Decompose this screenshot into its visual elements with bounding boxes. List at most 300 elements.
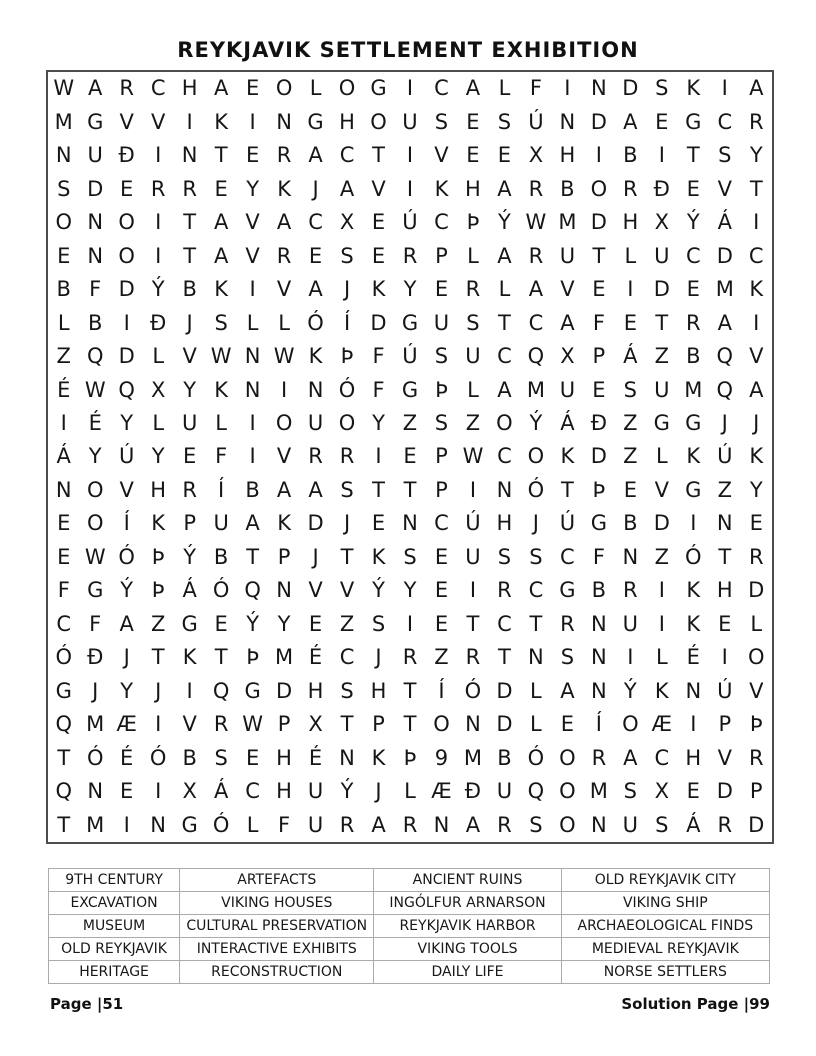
grid-cell: O [527,444,545,469]
grid-cell: I [753,310,760,335]
grid-cell: N [591,678,607,703]
grid-cell: V [182,712,197,737]
grid-cell: X [150,377,166,402]
grid-cell: O [275,411,293,436]
grid-cell: W [53,76,75,101]
grid-cell: L [655,444,668,469]
grid-cell: V [654,477,669,502]
grid-cell: C [528,310,544,335]
grid-cell: A [717,310,732,335]
grid-cell: Ý [340,779,354,804]
grid-cell: Ú [717,444,733,469]
grid-cell: Þ [151,578,165,603]
grid-cell: D [716,243,733,268]
grid-cell: A [308,477,323,502]
grid-cell: O [118,210,135,235]
grid-cell: O [338,76,356,101]
grid-cell: U [559,243,576,268]
grid-cell: U [433,310,450,335]
grid-cell: M [715,277,734,302]
grid-cell: Z [434,645,449,670]
grid-cell: L [57,310,70,335]
grid-cell: Q [55,712,72,737]
grid-cell: A [749,76,764,101]
word-item: INGÓLFUR ARNARSON [374,892,561,915]
grid-cell: N [339,745,355,770]
grid-cell: B [56,277,71,302]
grid-cell: D [748,812,765,837]
grid-cell: Y [88,444,102,469]
grid-cell: F [89,277,102,302]
grid-cell: X [339,210,355,235]
grid-cell: S [434,411,449,436]
grid-cell: H [370,678,387,703]
grid-cell: J [312,544,319,569]
grid-cell: E [371,210,386,235]
grid-cell: I [658,578,665,603]
grid-cell: E [403,444,417,469]
grid-cell: V [339,578,355,603]
grid-cell: E [245,745,260,770]
grid-cell: T [57,745,71,770]
grid-cell: D [496,678,513,703]
grid-cell: U [465,544,481,569]
grid-cell: P [749,779,763,804]
grid-cell: A [749,377,764,402]
grid-cell: Ó [86,745,104,770]
grid-cell: R [748,745,764,770]
grid-cell: R [623,176,638,201]
grid-cell: Ð [464,779,482,804]
grid-cell: Þ [340,344,354,369]
grid-cell: V [749,678,764,703]
grid-cell: C [685,243,701,268]
grid-cell: A [339,176,355,201]
grid-cell: S [57,176,71,201]
grid-cell: E [718,611,732,636]
grid-cell: R [402,645,418,670]
grid-cell: C [748,243,764,268]
grid-cell: Ú [528,109,544,134]
grid-cell: K [686,76,701,101]
grid-cell: Y [246,176,260,201]
grid-cell: F [57,578,70,603]
word-list-row [49,938,770,961]
grid-cell: A [308,143,323,168]
word-list-body [49,869,770,984]
word-item: INTERACTIVE EXHIBITS [180,938,374,961]
grid-cell: Ý [529,411,543,436]
grid-cell: M [463,745,482,770]
grid-cell: H [559,143,576,168]
grid-cell: S [623,377,637,402]
grid-cell: N [591,76,607,101]
word-item: VIKING TOOLS [374,938,561,961]
grid-cell: W [462,444,484,469]
grid-cell: Q [527,344,545,369]
grid-cell: L [404,779,416,804]
word-item: VIKING HOUSES [180,892,374,915]
grid-cell: W [525,210,547,235]
grid-cell: Ð [653,176,670,201]
grid-cell: I [595,143,602,168]
grid-cell: S [497,544,512,569]
grid-cell: G [307,109,324,134]
grid-cell: V [276,277,292,302]
grid-cell: V [308,578,323,603]
grid-cell: B [213,544,229,569]
grid-cell: G [685,109,702,134]
grid-cell: V [371,176,386,201]
grid-cell: Z [623,444,638,469]
grid-cell: C [434,210,449,235]
grid-cell: E [686,277,700,302]
grid-cell: P [435,444,448,469]
grid-cell: G [55,678,72,703]
grid-cell: E [214,611,228,636]
grid-cell: S [529,812,543,837]
grid-cell: I [123,812,130,837]
grid-cell: V [150,109,166,134]
grid-cell: H [685,745,702,770]
grid-cell: S [340,243,354,268]
grid-cell: Y [403,578,417,603]
grid-cell: Z [150,611,166,636]
grid-cell: U [87,143,103,168]
grid-cell: Ý [686,210,700,235]
word-list-row [49,869,770,892]
grid-cell: E [434,611,449,636]
grid-cell: É [57,377,71,402]
grid-cell: A [528,277,544,302]
grid-cell: K [308,344,323,369]
word-item: REYKJAVIK HARBOR [374,915,561,938]
grid-cell: K [686,578,701,603]
grid-cell: V [717,176,732,201]
grid-cell: O [370,109,387,134]
grid-cell: Z [623,411,638,436]
grid-cell: Q [55,779,72,804]
grid-cell: D [590,210,607,235]
grid-cell: Á [686,812,701,837]
grid-cell: T [372,143,385,168]
grid-cell: M [86,812,105,837]
grid-cell: K [214,377,229,402]
grid-cell: P [183,511,196,536]
grid-cell: V [749,344,764,369]
grid-cell: É [120,745,134,770]
grid-cell: K [371,544,386,569]
grid-cell: L [530,678,542,703]
grid-cell: I [155,210,162,235]
grid-cell: R [748,109,764,134]
grid-cell: S [214,745,228,770]
grid-cell: G [590,511,607,536]
grid-cell: R [402,243,418,268]
grid-cell: N [55,143,72,168]
grid-cell: H [276,745,292,770]
grid-cell: U [181,411,198,436]
grid-cell: R [528,243,544,268]
grid-cell: J [753,411,760,436]
grid-cell: N [591,645,607,670]
grid-cell: A [119,611,134,636]
grid-cell: N [87,210,104,235]
word-item: CULTURAL PRESERVATION [180,915,374,938]
grid-cell: T [246,544,260,569]
grid-cell: A [497,176,512,201]
grid-cell: T [403,678,417,703]
grid-cell: E [183,444,197,469]
grid-cell: N [181,143,198,168]
grid-cell: M [589,779,608,804]
grid-cell: W [242,712,263,737]
grid-cell: X [182,779,197,804]
word-list-table [48,868,770,984]
grid-cell: I [406,143,414,168]
grid-cell: I [249,277,256,302]
grid-cell: D [307,511,324,536]
grid-cell: L [498,277,511,302]
grid-cell: A [308,277,323,302]
grid-cell: L [498,76,511,101]
grid-cell: N [55,477,72,502]
grid-cell: I [280,377,288,402]
grid-cell: S [214,310,228,335]
grid-cell: H [276,779,292,804]
grid-cell: C [56,611,72,636]
grid-cell: M [684,377,703,402]
grid-cell: V [182,344,197,369]
grid-cell: I [406,611,414,636]
grid-cell: Y [151,444,165,469]
grid-cell: E [434,544,449,569]
grid-cell: G [181,611,198,636]
word-list-row [49,892,770,915]
grid-cell: I [375,444,382,469]
grid-cell: F [215,444,228,469]
grid-cell: R [150,176,166,201]
grid-cell: H [150,477,167,502]
grid-cell: A [560,310,575,335]
grid-cell: A [465,812,481,837]
grid-cell: G [401,310,419,335]
grid-cell: P [435,243,448,268]
grid-cell: S [403,544,417,569]
grid-cell: E [497,143,512,168]
grid-cell: E [308,611,323,636]
grid-cell: J [123,645,130,670]
grid-cell: R [717,812,733,837]
grid-cell: E [214,176,228,201]
grid-cell: I [658,611,665,636]
grid-cell: Ú [402,344,418,369]
grid-cell: C [339,645,355,670]
grid-cell: T [340,544,354,569]
grid-cell: B [623,511,638,536]
grid-cell: K [182,645,197,670]
grid-cell: W [210,344,232,369]
grid-cell: K [749,277,764,302]
grid-cell: R [748,544,764,569]
word-item: ANCIENT RUINS [374,869,561,892]
grid-cell: E [120,779,134,804]
grid-cell: Þ [466,210,480,235]
grid-cell: D [653,511,670,536]
grid-cell: Z [465,411,481,436]
grid-cell: G [685,477,702,502]
word-item: NORSE SETTLERS [561,961,769,984]
grid-cell: Ð [150,310,167,335]
grid-cell: E [434,578,449,603]
grid-cell: V [119,109,134,134]
grid-cell: L [278,310,290,335]
grid-cell: T [214,645,228,670]
grid-cell: Ð [590,411,607,436]
grid-cell: N [87,243,104,268]
grid-cell: Y [183,377,197,402]
grid-cell: E [623,310,637,335]
grid-cell: O [86,477,104,502]
grid-cell: U [496,779,513,804]
grid-cell: L [309,76,322,101]
grid-cell: E [57,511,71,536]
word-item: ARCHAEOLOGICAL FINDS [561,915,769,938]
grid-cell: R [339,812,355,837]
grid-cell: T [498,310,511,335]
grid-cell: G [244,678,261,703]
grid-cell: O [622,712,639,737]
grid-cell: A [623,109,638,134]
grid-cell: I [690,712,697,737]
footer-page-number: Page |51 [50,995,124,1013]
grid-cell: U [622,611,639,636]
grid-cell: F [372,344,385,369]
grid-cell: U [622,812,639,837]
grid-cell: P [372,712,385,737]
grid-cell: Æ [116,712,137,737]
grid-cell: E [57,243,71,268]
grid-cell: V [276,444,292,469]
grid-cell: E [57,544,71,569]
grid-cell: Á [717,210,732,235]
grid-cell: I [627,645,634,670]
grid-cell: K [214,109,229,134]
grid-cell: A [371,812,386,837]
grid-cell: Á [56,444,71,469]
grid-cell: Ó [118,544,135,569]
grid-cell: V [434,143,449,168]
grid-cell: E [655,109,669,134]
grid-cell: B [88,310,103,335]
footer-solution-page: Solution Page |99 [621,995,770,1013]
grid-cell: C [245,779,260,804]
grid-cell: Í [343,310,351,335]
grid-cell: Á [623,344,638,369]
grid-cell: H [181,76,198,101]
grid-cell: R [182,176,197,201]
grid-cell: S [497,109,512,134]
grid-cell: S [434,109,449,134]
grid-cell: I [406,76,414,101]
grid-cell: V [119,477,134,502]
grid-cell: Z [402,411,418,436]
grid-cell: S [340,678,354,703]
grid-cell: F [372,377,385,402]
grid-cell: Þ [749,712,763,737]
grid-cell: Y [120,678,134,703]
grid-cell: Ó [464,678,482,703]
grid-cell: Ó [685,544,702,569]
grid-cell: X [560,344,575,369]
grid-cell: A [623,745,638,770]
grid-cell: E [371,511,386,536]
grid-cell: J [92,678,99,703]
grid-cell: T [718,544,732,569]
grid-cell: O [496,411,513,436]
grid-cell: Í [595,712,602,737]
grid-cell: Á [213,779,229,804]
grid-cell: L [530,712,542,737]
grid-cell: A [560,678,575,703]
grid-cell: R [591,745,607,770]
grid-cell: O [747,645,765,670]
grid-cell: Ý [246,611,260,636]
grid-cell: Ó [55,645,72,670]
grid-cell: Ð [87,645,104,670]
grid-cell: E [623,477,637,502]
grid-cell: J [155,678,162,703]
grid-cell: N [622,544,639,569]
grid-cell: N [591,812,607,837]
grid-cell: T [372,477,385,502]
grid-cell: D [716,779,733,804]
grid-cell: O [433,712,450,737]
grid-cell: I [186,109,193,134]
grid-cell: I [249,109,256,134]
grid-cell: A [245,511,260,536]
grid-cell: R [119,76,134,101]
grid-cell: I [249,444,256,469]
grid-cell: L [246,812,259,837]
grid-cell: O [275,76,293,101]
word-list-row [49,915,770,938]
grid-cell: M [558,210,577,235]
grid-cell: L [467,243,479,268]
grid-cell: R [276,143,292,168]
grid-cell: C [497,344,512,369]
grid-cell: N [402,511,418,536]
grid-cell: P [277,544,291,569]
grid-cell: J [186,310,193,335]
grid-cell: K [277,176,291,201]
grid-cell: L [467,377,479,402]
grid-cell: W [84,377,106,402]
grid-cell: F [529,76,542,101]
grid-cell: Í [123,511,130,536]
grid-cell: Z [654,544,670,569]
grid-cell: T [655,310,669,335]
grid-cell: N [496,477,513,502]
word-list-row [49,961,770,984]
grid-cell: H [622,210,639,235]
grid-cell: Z [717,477,732,502]
grid-cell: É [686,645,700,670]
grid-cell: N [559,109,576,134]
grid-cell: Y [749,477,763,502]
grid-cell: X [654,210,670,235]
grid-cell: J [312,176,319,201]
